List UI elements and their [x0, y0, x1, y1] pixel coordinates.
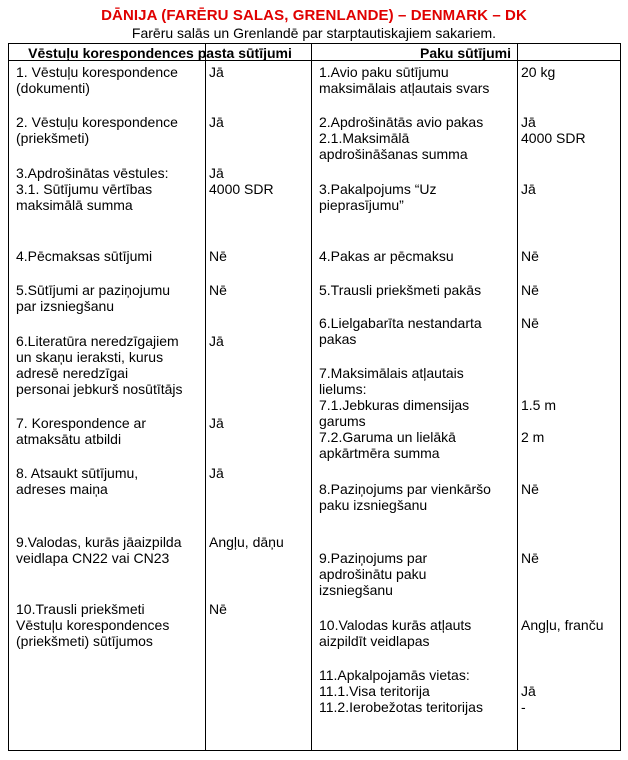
letter-row-6-label-line: 6.Literatūra neredzīgajiem	[16, 333, 179, 349]
right-column-divider	[517, 44, 518, 750]
letter-row-2-label-line: (priekšmeti)	[16, 130, 90, 146]
letter-row-10-label-line: (priekšmeti) sūtījumos	[16, 633, 153, 649]
parcel-row-1-value: 20 kg	[521, 64, 556, 80]
letter-row-3-label-line: 3.1. Sūtījumu vērtības	[16, 181, 153, 197]
parcel-row-4-value: Nē	[521, 248, 539, 264]
letter-row-4-label-line: 4.Pēcmaksas sūtījumi	[16, 248, 153, 264]
parcel-row-2-label-line: 2.Apdrošinātās avio pakas	[319, 114, 484, 130]
parcel-row-8-label-line: 8.Paziņojums par vienkāršo	[319, 481, 491, 497]
letter-row-3-label-line: maksimālā summa	[16, 197, 133, 213]
parcel-row-1-label-line: maksimālais atļautais svars	[319, 80, 490, 96]
parcel-row-3-label-line: pieprasījumu”	[319, 197, 404, 213]
parcel-row-8-label-line: paku izsniegšanu	[319, 497, 428, 513]
letter-row-10-label-line: Vēstuļu korespondences	[16, 617, 170, 633]
right-column-header: Paku sūtījumi	[419, 45, 512, 61]
parcel-row-4-label-line: 4.Pakas ar pēcmaksu	[319, 248, 454, 264]
left-column-header: Vēstuļu korespondences pasta sūtījumi	[28, 45, 292, 61]
letter-row-5-label-line: par izsniegšanu	[16, 298, 115, 314]
parcel-row-11-label-line: 11.2.Ierobežotas teritorijas	[319, 699, 483, 715]
page-title: DĀNIJA (FARĒRU SALAS, GRENLANDE) – DENMARK – DK	[101, 7, 527, 24]
letter-row-10-value: Nē	[209, 601, 227, 617]
letter-row-5-label-line: 5.Sūtījumi ar paziņojumu	[16, 282, 171, 298]
parcel-row-6-label-line: pakas	[319, 331, 357, 347]
parcel-row-7-value: 2 m	[521, 429, 545, 445]
parcel-row-7-label-line: 7.Maksimālais atļautais	[319, 365, 464, 381]
parcel-row-9-label-line: apdrošinātu paku	[319, 566, 427, 582]
letter-row-4-value: Nē	[209, 248, 227, 264]
letter-row-6-label-line: un skaņu ieraksti, kurus	[16, 349, 164, 365]
letter-row-7-label-line: 7. Korespondence ar	[16, 415, 146, 431]
letter-row-6-value: Jā	[209, 333, 224, 349]
parcel-row-3-label-line: 3.Pakalpojums “Uz	[319, 181, 437, 197]
letter-row-7-value: Jā	[209, 415, 224, 431]
letter-row-3-value: Jā	[209, 165, 224, 181]
parcel-row-2-value: Jā	[521, 114, 536, 130]
parcel-row-10-label-line: aizpildīt veidlapas	[319, 633, 430, 649]
parcel-row-10-label-line: 10.Valodas kurās atļauts	[319, 617, 472, 633]
parcel-row-6-label-line: 6.Lielgabarīta nestandarta	[319, 315, 482, 331]
letter-row-7-label-line: atmaksātu atbildi	[16, 431, 122, 447]
letter-row-6-label-line: personai jebkurš nosūtītājs	[16, 381, 183, 397]
parcel-row-9-value: Nē	[521, 550, 539, 566]
letter-row-9-value: Angļu, dāņu	[209, 534, 284, 550]
center-column-divider	[311, 44, 312, 750]
letter-row-1-label-line: 1. Vēstuļu korespondence	[16, 64, 178, 80]
letter-row-1-value: Jā	[209, 64, 224, 80]
parcel-row-8-value: Nē	[521, 481, 539, 497]
letter-row-5-value: Nē	[209, 282, 227, 298]
letter-row-2-label-line: 2. Vēstuļu korespondence	[16, 114, 178, 130]
parcel-row-7-label-line: 7.1.Jebkuras dimensijas	[319, 397, 470, 413]
parcel-row-3-value: Jā	[521, 181, 536, 197]
letter-row-9-label-line: veidlapa CN22 vai CN23	[16, 550, 170, 566]
parcel-row-9-label-line: 9.Paziņojums par	[319, 550, 428, 566]
letter-row-10-label-line: 10.Trausli priekšmeti	[16, 601, 145, 617]
parcel-row-10-value: Angļu, franču	[521, 617, 604, 633]
letter-row-9-label-line: 9.Valodas, kurās jāaizpilda	[16, 534, 182, 550]
letter-row-1-label-line: (dokumenti)	[16, 80, 90, 96]
parcel-row-11-label-line: 11.Apkalpojamās vietas:	[319, 667, 470, 683]
letter-row-8-label-line: adreses maiņa	[16, 481, 108, 497]
parcel-row-2-label-line: apdrošināšanas summa	[319, 146, 468, 162]
parcel-row-5-value: Nē	[521, 282, 539, 298]
parcel-row-7-label-line: 7.2.Garuma un lielākā	[319, 429, 456, 445]
parcel-row-7-label-line: apkārtmēra summa	[319, 445, 440, 461]
parcel-row-7-label-line: garums	[319, 413, 366, 429]
left-column-divider	[205, 44, 206, 750]
parcel-row-2-value: 4000 SDR	[521, 130, 586, 146]
letter-row-6-label-line: adresē neredzīgai	[16, 365, 129, 381]
letter-row-8-label-line: 8. Atsaukt sūtījumu,	[16, 465, 139, 481]
parcel-row-5-label-line: 5.Trausli priekšmeti pakās	[319, 282, 482, 298]
parcel-row-11-value: Jā	[521, 683, 536, 699]
parcel-row-11-label-line: 11.1.Visa teritorija	[319, 683, 430, 699]
services-table	[8, 43, 621, 751]
parcel-row-6-value: Nē	[521, 315, 539, 331]
parcel-row-7-value: 1.5 m	[521, 397, 557, 413]
letter-row-3-value: 4000 SDR	[209, 181, 274, 197]
parcel-row-7-label-line: lielums:	[319, 381, 367, 397]
letter-row-3-label-line: 3.Apdrošinātas vēstules:	[16, 165, 169, 181]
parcel-row-1-label-line: 1.Avio paku sūtījumu	[319, 64, 449, 80]
letter-row-8-value: Jā	[209, 465, 224, 481]
parcel-row-9-label-line: izsniegšanu	[319, 582, 393, 598]
letter-row-2-value: Jā	[209, 114, 224, 130]
parcel-row-11-value: -	[521, 699, 526, 715]
page-subtitle: Farēru salās un Grenlandē par starptautiskajiem sakariem.	[131, 25, 497, 41]
parcel-row-2-label-line: 2.1.Maksimālā	[319, 130, 410, 146]
